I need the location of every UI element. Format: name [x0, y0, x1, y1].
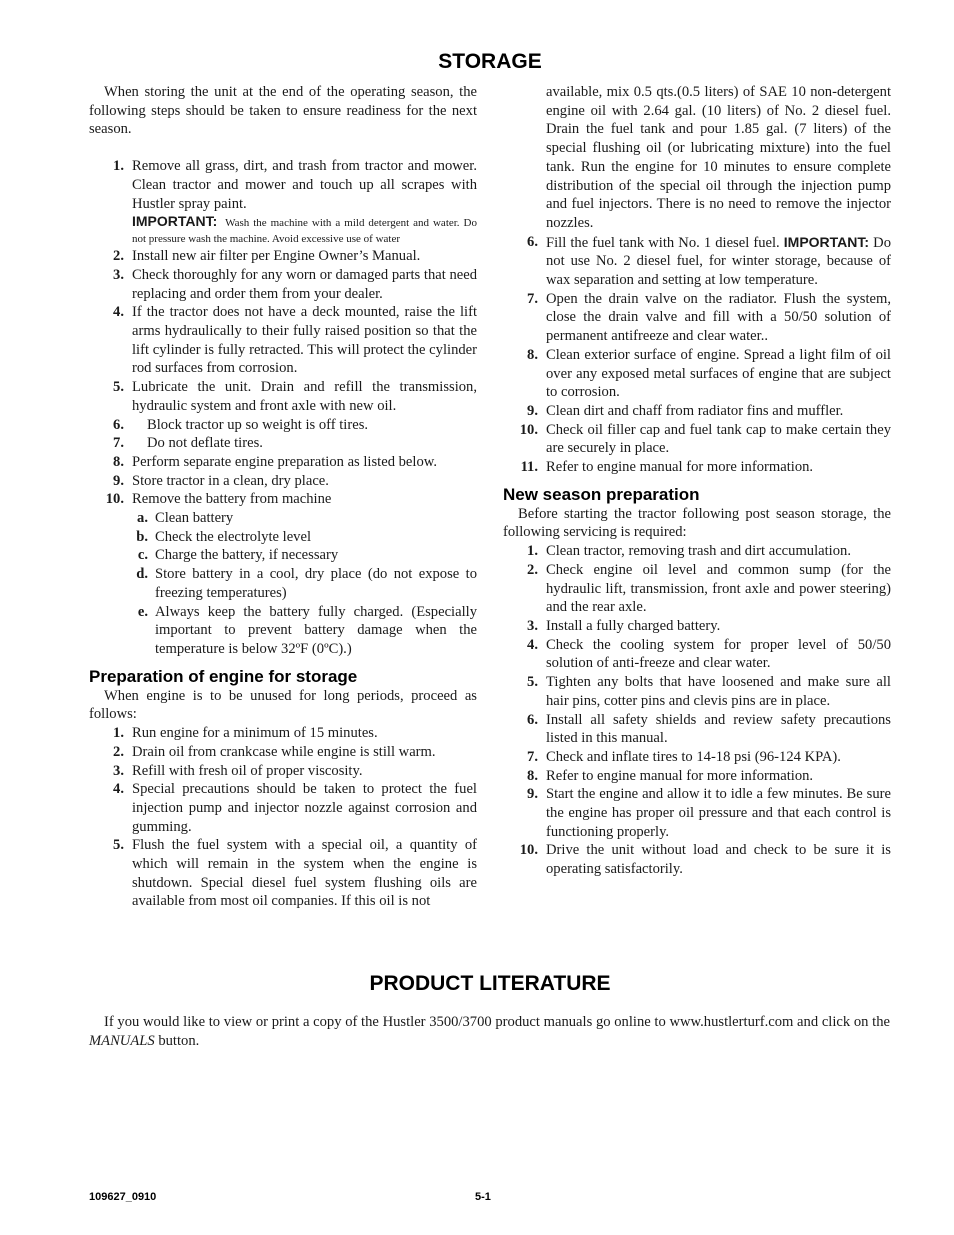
battery-steps [89, 509, 477, 659]
storage-intro: When storing the unit at the end of the operating season, the following steps should be taken to ensure readiness for the next season. [89, 84, 477, 138]
storage-step-1: 1. Remove all grass, dirt, and trash from tractor and mower. Clean tractor and mower and touch up all scrapes with Hustler spray paint. IMPORTANT: Wash the machine with a mild detergent and water. Do not pressure wash the machine. Avoid excessive use of water [113, 158, 477, 246]
engine-step-5-continued: available, mix 0.5 qts.(0.5 liters) of SAE 10 non-detergent engine oil with 2.64 gal. (10 liters) of No. 2 diesel fuel. Drain the fuel tank and pour 1.85 gal. (7 liters) of the special flushing oil (or lubricating mixture) into the fuel tank. Run the engine for 10 minutes to ensure complete distribution of the special oil through the injection pump and fuel injectors. There is no need to remove the injector nozzles. [546, 84, 891, 231]
engine-step-5: 5. Flush the fuel system with a special oil, a quantity of which will remain in the system when the engine is shutdown. Special diesel fuel system flushing oils are available from most oil companies. If this oil is not [113, 837, 477, 910]
engine-step-9: 9. Clean dirt and chaff from radiator fins and muffler. [527, 402, 844, 419]
storage-step-3: 3. Check thoroughly for any worn or damaged parts that need replacing and order them from your dealer. [113, 266, 477, 302]
new-season-heading: New season preparation [503, 484, 700, 504]
storage-step-4: 4. If the tractor does not have a deck mounted, raise the lift arms hydraulically to their fully raised position so that the lift cylinder is fully retracted. This will protect the cylinder rod surfaces from corrosion. [113, 304, 477, 377]
storage-step-7: 7. Do not deflate tires. [113, 435, 263, 452]
season-step-6: 6. Install all safety shields and review safety precautions listed in this manual. [527, 711, 891, 747]
engine-step-8: 8. Clean exterior surface of engine. Spread a light film of oil over any exposed metal surfaces of engine that are subject to corrosion. [527, 346, 891, 401]
storage-steps [89, 157, 477, 509]
engine-step-4: 4. Special precautions should be taken to protect the fuel injection pump and injector nozzle against corrosion and gumming. [113, 781, 477, 835]
storage-step-9: 9. Store tractor in a clean, dry place. [113, 472, 329, 489]
right-column [503, 83, 891, 879]
season-step-1: 1. Clean tractor, removing trash and dirt accumulation. [527, 543, 851, 560]
engine-prep-steps [89, 724, 477, 911]
season-step-3: 3. Install a fully charged battery. [527, 617, 721, 634]
engine-step-6: 6. Fill the fuel tank with No. 1 diesel fuel. IMPORTANT: Do not use No. 2 diesel fuel, for winter storage, because of wax separation and setting at low temperature. [527, 233, 892, 289]
engine-step-1: 1. Run engine for a minimum of 15 minutes. [113, 725, 378, 742]
engine-step-7: 7. Open the drain valve on the radiator. Flush the system, close the drain valve and fill with a 50/50 solution of permanent antifreeze and clear water.. [527, 290, 891, 345]
battery-step-c: c. Charge the battery, if necessary [137, 547, 339, 564]
storage-step-10: 10. Remove the battery from machine [105, 491, 332, 508]
battery-step-e: e. Always keep the battery fully charged. (Especially important to prevent battery damage when the temperature is below 32ºF (0ºC).) [137, 603, 477, 657]
engine-prep-heading: Preparation of engine for storage [89, 666, 358, 686]
season-step-9: 9. Start the engine and allow it to idle a few minutes. Be sure the engine has proper oil pressure and that each control is functioning properly. [527, 786, 891, 840]
season-step-8: 8. Refer to engine manual for more information. [527, 767, 814, 784]
engine-step-11: 11. Refer to engine manual for more information. [520, 459, 814, 476]
engine-step-10: 10. Check oil filler cap and fuel tank cap to make certain they are securely in place. [519, 421, 891, 457]
doc-number: 109627_0910 [89, 1191, 157, 1203]
season-step-7: 7. Check and inflate tires to 14-18 psi (96-124 KPA). [527, 748, 841, 765]
page-number: 5-1 [475, 1191, 491, 1203]
left-column [89, 83, 477, 911]
engine-prep-intro: When engine is to be unused for long periods, proceed as follows: [89, 687, 477, 723]
storage-step-6: 6. Block tractor up so weight is off tires. [113, 416, 369, 433]
storage-step-8: 8. Perform separate engine preparation as listed below. [113, 453, 438, 470]
engine-step-2: 2. Drain oil from crankcase while engine is still warm. [113, 743, 436, 760]
storage-step-2: 2. Install new air filter per Engine Owner’s Manual. [113, 248, 421, 265]
engine-prep-steps-continued [503, 290, 891, 477]
battery-step-a: a. Clean battery [137, 510, 234, 527]
new-season-steps [503, 542, 891, 879]
engine-step-3: 3. Refill with fresh oil of proper viscosity. [113, 762, 363, 779]
battery-step-b: b. Check the electrolyte level [136, 528, 311, 545]
battery-step-d: d. Store battery in a cool, dry place (do not expose to freezing temperatures) [136, 566, 477, 601]
season-step-5: 5. Tighten any bolts that have loosened and make sure all hair pins, cotter pins and clevis pins are in place. [527, 674, 891, 709]
product-literature-title: PRODUCT LITERATURE [369, 972, 611, 995]
season-step-10: 10. Drive the unit without load and check to be sure it is operating satisfactorily. [519, 842, 891, 878]
storage-title: STORAGE [438, 50, 542, 73]
product-literature-text: If you would like to view or print a copy of the Hustler 3500/3700 product manuals go online to www.hustlerturf.com and click on the MANUALS button. [89, 1014, 890, 1049]
new-season-intro: Before starting the tractor following post season storage, the following servicing is required: [503, 505, 891, 541]
season-step-4: 4. Check the cooling system for proper level of 50/50 solution of anti-freeze and clear water. [527, 636, 891, 672]
storage-step-5: 5. Lubricate the unit. Drain and refill the transmission, hydraulic system and front axle with new oil. [113, 379, 477, 414]
important-note: IMPORTANT: Wash the machine with a mild detergent and water. Do not pressure wash the machine. Avoid excessive use of water [132, 213, 477, 246]
season-step-2: 2. Check engine oil level and common sump (for the hydraulic lift, transmission, front axle and power steering) and the rear axle. [527, 561, 891, 616]
